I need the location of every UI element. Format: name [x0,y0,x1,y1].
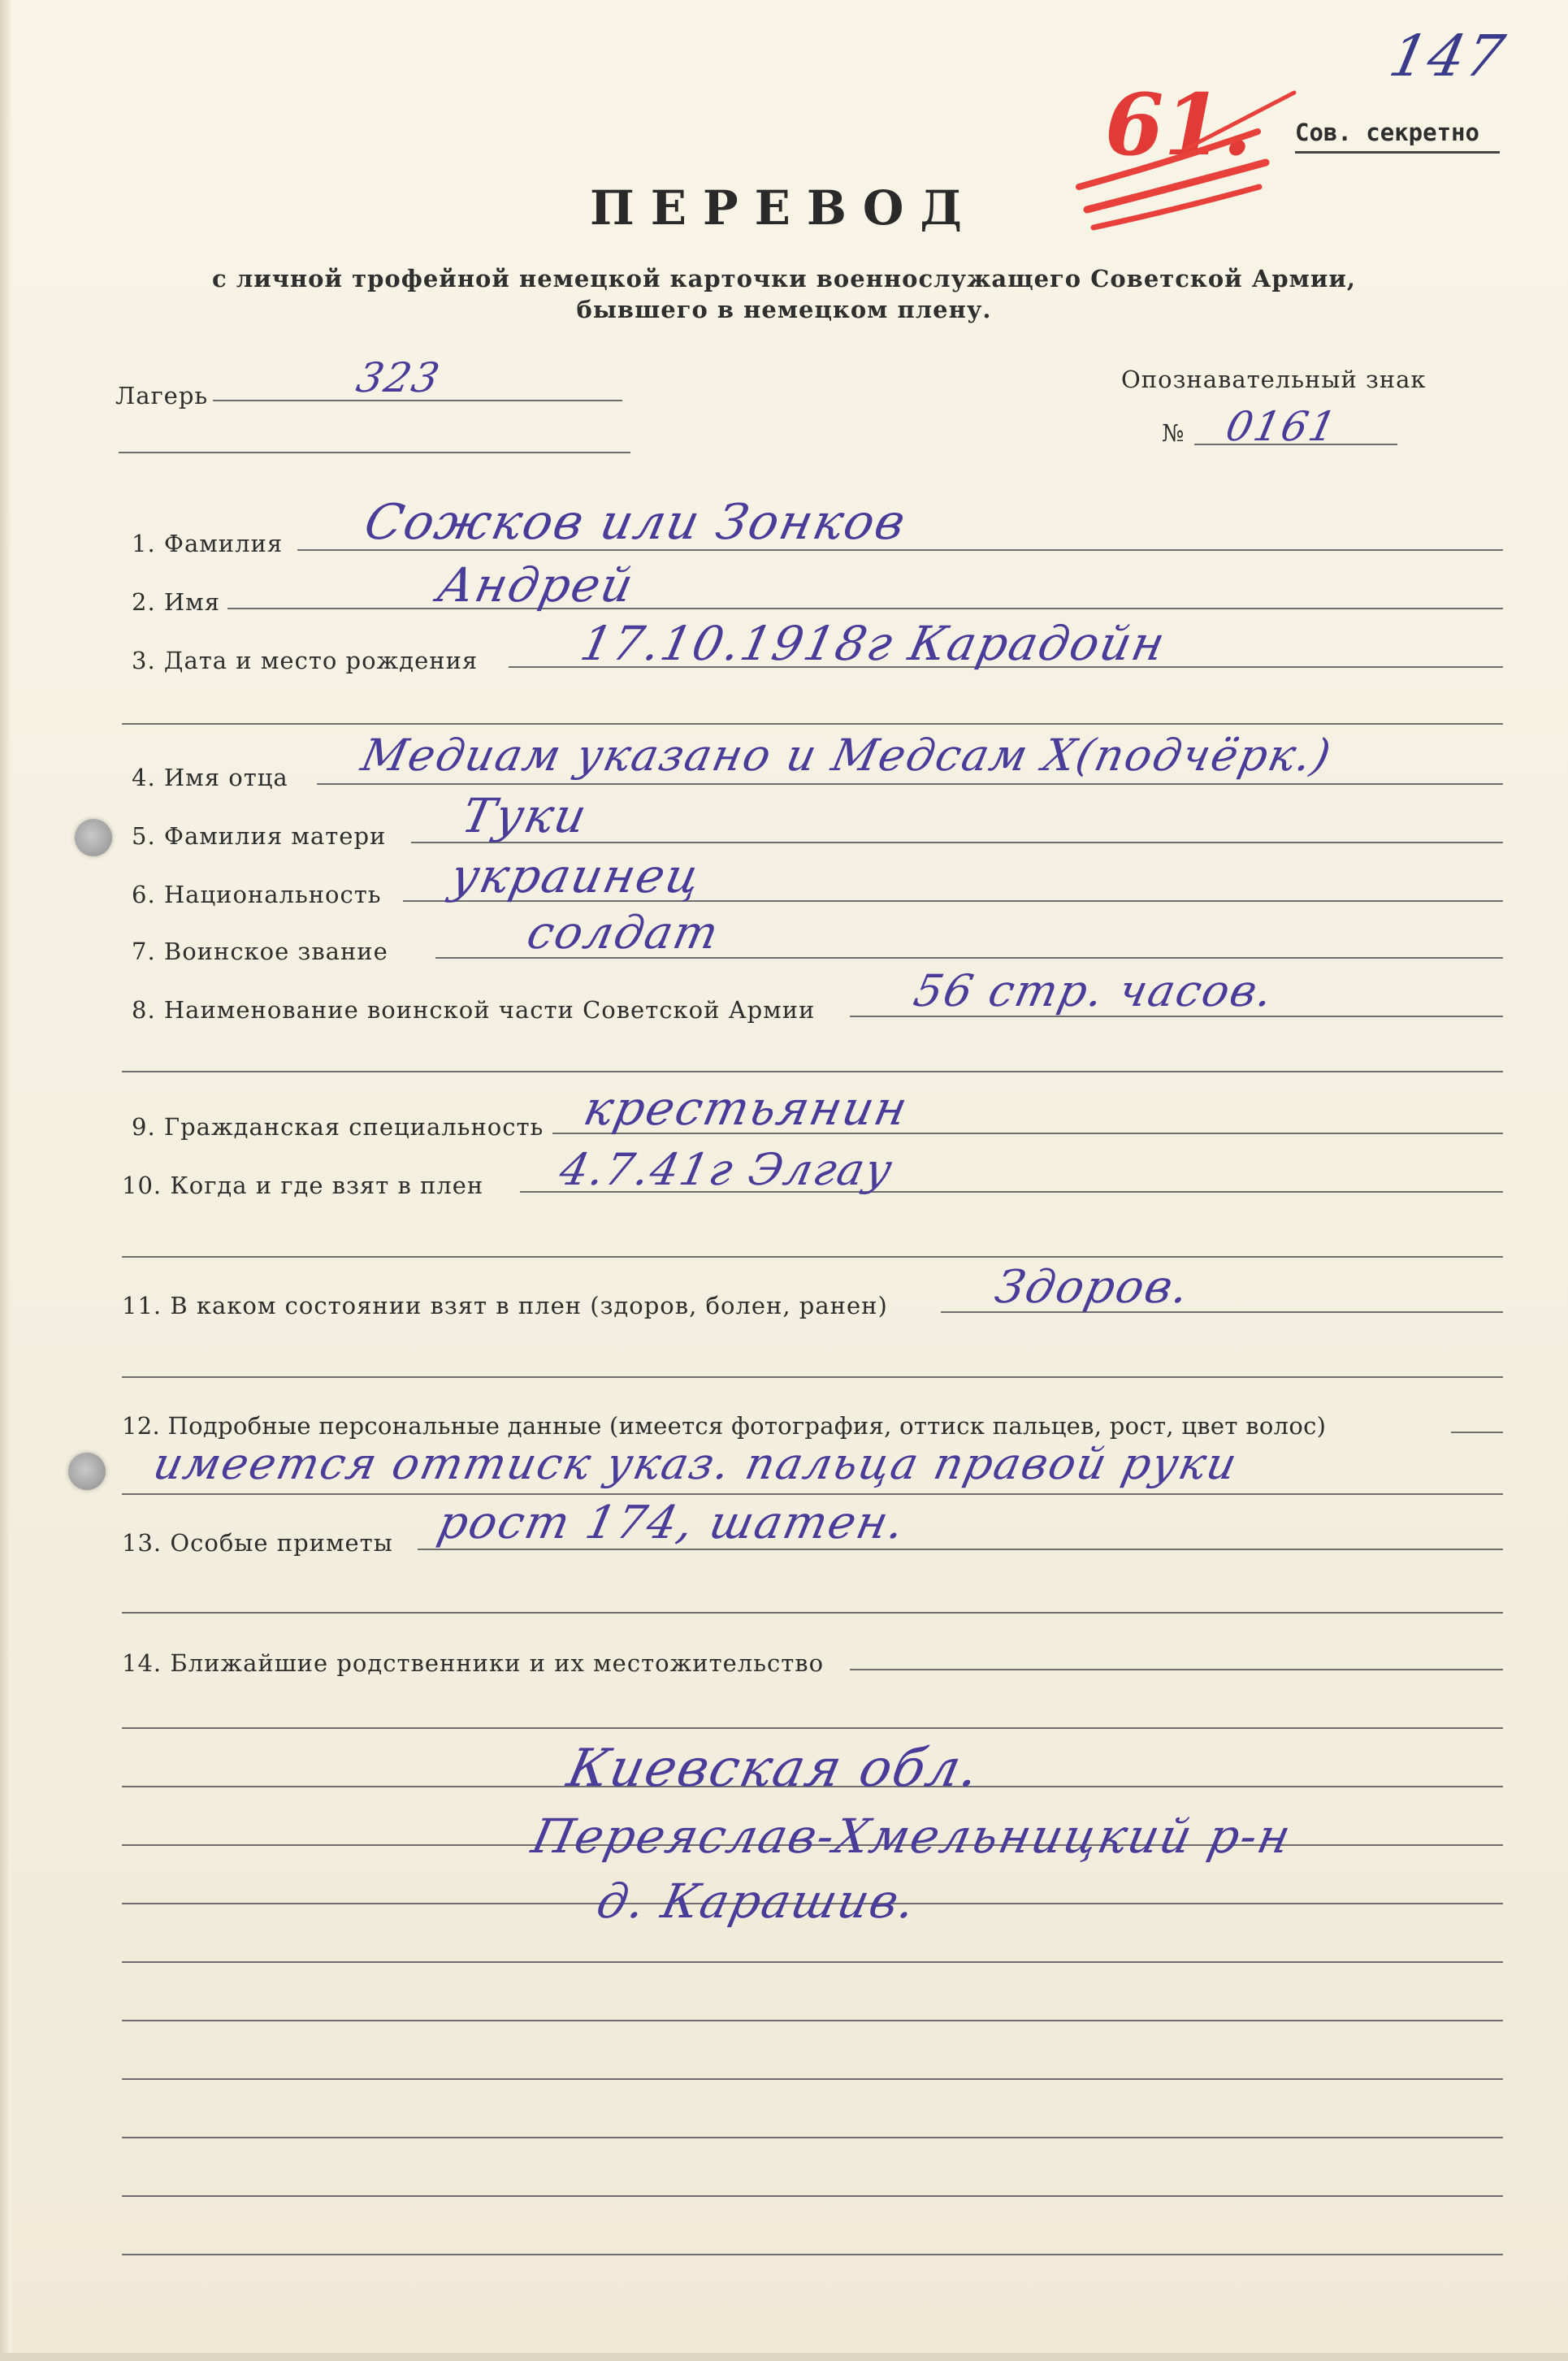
document-title: ПЕРЕВОД [590,180,978,236]
camp-value: 323 [352,354,445,401]
field-name-label: 2. Имя [132,588,221,616]
field-captured-label: 10. Когда и где взят в плен [122,1172,484,1199]
field-profession-label: 9. Гражданская специальность [132,1113,544,1141]
page-edge-bottom [0,2353,1568,2361]
field-relatives-line-11 [122,2254,1503,2255]
classification-underline [1295,151,1500,154]
field-personal-data-label: 12. Подробные персональные данные (имеется фотография, оттиск пальцев, рост, цвет волос) [122,1412,1327,1440]
punch-hole-bottom [68,1453,106,1490]
field-unit-label: 8. Наименование воинской части Советской Армии [132,996,816,1024]
field-unit-line-2 [122,1071,1503,1072]
field-birth-line-2 [122,723,1503,725]
id-tag-value: 0161 [1221,403,1342,450]
punch-hole-top [75,819,112,856]
field-rank-label: 7. Воинское звание [132,938,388,965]
field-birth-label: 3. Дата и место рождения [132,647,479,674]
field-profession-value: крестьянин [578,1081,914,1136]
field-nationality-value: украинец [445,848,707,903]
field-relatives-line-2 [122,1727,1503,1729]
field-name-line [227,608,1503,609]
field-surname-value: Сожков или Зонков [359,494,912,551]
field-condition-line-2 [122,1376,1503,1378]
field-relatives-line-9 [122,2137,1503,2138]
field-captured-line-2 [122,1256,1503,1258]
field-marks-value: рост 174, шатен. [433,1497,911,1549]
field-relatives-value-line1: Киевская обл. [562,1739,986,1799]
field-unit-value: 56 стр. часов. [909,965,1280,1016]
field-nationality-label: 6. Национальность [132,881,382,908]
field-personal-data-value: имеется оттиск указ. пальца правой руки [149,1438,1243,1489]
document-subtitle-line2: бывшего в немецком плену. [576,296,992,323]
field-mother-label: 5. Фамилия матери [132,822,387,850]
field-captured-value: 4.7.41г Элгау [555,1144,899,1195]
field-name-value: Андрей [432,557,639,613]
field-marks-line-2 [122,1612,1503,1614]
field-relatives-label: 14. Ближайшие родственники и их местожительство [122,1649,825,1677]
field-condition-value: Здоров. [990,1261,1195,1314]
field-relatives-value-line3: д. Карашив. [591,1874,922,1929]
field-mother-value: Туки [457,788,593,843]
field-relatives-line-6 [122,1961,1503,1963]
field-father-label: 4. Имя отца [132,764,288,791]
id-tag-number-label: № [1162,419,1185,447]
field-birth-value: 17.10.1918г Карадойн [575,616,1172,671]
page-number-handwritten: 147 [1384,23,1512,89]
id-tag-label: Опознавательный знак [1121,366,1427,393]
field-personal-data-line [1451,1432,1503,1433]
field-father-line [317,783,1503,785]
field-surname-label: 1. Фамилия [132,530,284,557]
field-condition-label: 11. В каком состоянии взят в плен (здоров, болен, ранен) [122,1292,888,1319]
field-relatives-line-7 [122,2020,1503,2021]
field-relatives-line-8 [122,2078,1503,2080]
page-edge-left [0,0,11,2361]
document-subtitle-line1: с личной трофейной немецкой карточки военнослужащего Советской Армии, [212,265,1356,292]
field-relatives-value-line2: Переяслав-Хмельницкий р-н [526,1809,1297,1864]
field-relatives-line [850,1669,1503,1670]
field-personal-data-line-2 [122,1493,1503,1495]
camp-line-2 [119,452,630,453]
field-marks-label: 13. Особые приметы [122,1529,393,1557]
field-relatives-line-10 [122,2195,1503,2197]
field-rank-value: солдат [522,907,725,960]
classification-stamp: Сов. секретно [1295,119,1479,146]
field-father-value: Медиам указано и Медсам Х(подчёрк.) [357,730,1337,781]
camp-label: Лагерь [115,382,209,409]
red-number-mark: 61. [1105,75,1252,175]
